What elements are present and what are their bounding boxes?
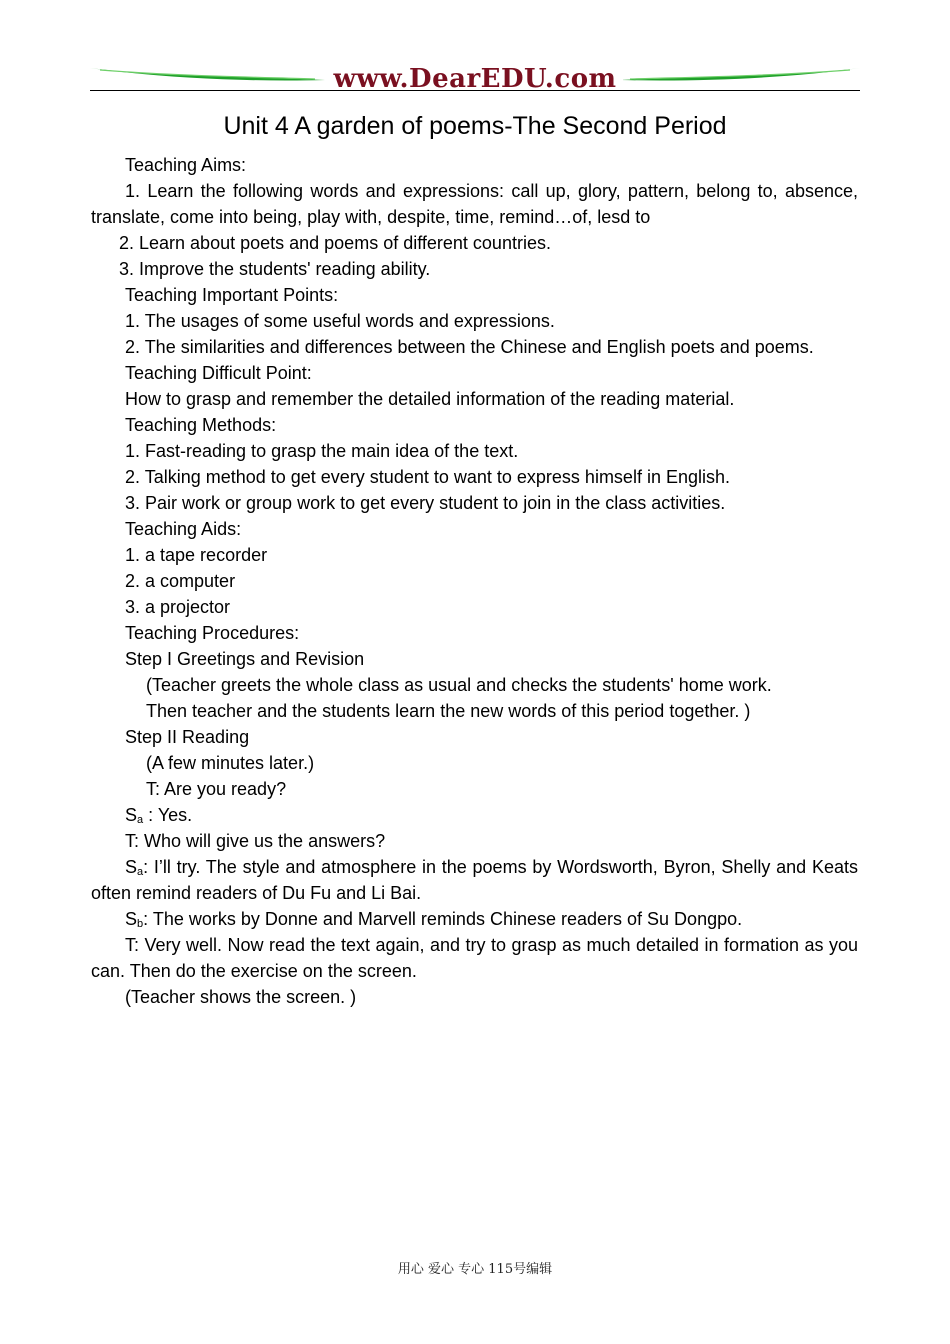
site-logo-text: www.DearEDU.com bbox=[327, 64, 622, 94]
dialogue-sa-yes bbox=[91, 802, 858, 828]
dialogue-text: : Yes. bbox=[143, 805, 193, 825]
important-item-1: 1. The usages of some useful words and expressions. bbox=[125, 311, 555, 331]
difficult-item-1: How to grasp and remember the detailed information of the reading material. bbox=[125, 389, 735, 409]
methods-item-3: 3. Pair work or group work to get every student to join in the class activities. bbox=[125, 493, 726, 513]
speaker-subscript: a bbox=[137, 866, 144, 878]
important-heading: Teaching Important Points: bbox=[125, 285, 339, 305]
speaker-label: S bbox=[125, 805, 138, 825]
aids-item-2: 2. a computer bbox=[125, 571, 236, 591]
speaker-subscript: b bbox=[137, 918, 144, 930]
dialogue-t-well: T: Very well. Now read the text again, and try to grasp as much detailed in formation as you can. Then do the exercise on the screen. bbox=[91, 935, 858, 981]
dialogue-sb-answer bbox=[91, 906, 858, 932]
step-2-heading: Step II Reading bbox=[125, 727, 250, 747]
dialogue-sa-answer bbox=[91, 854, 858, 906]
methods-item-1: 1. Fast-reading to grasp the main idea of the text. bbox=[125, 441, 519, 461]
step-2-line-2: T: Are you ready? bbox=[146, 779, 287, 799]
page-title: Unit 4 A garden of poems-The Second Period bbox=[223, 112, 727, 140]
lesson-plan-body bbox=[91, 152, 858, 1010]
dialogue-t-who: T: Who will give us the answers? bbox=[125, 831, 386, 851]
step-2-line-1: (A few minutes later.) bbox=[146, 753, 315, 773]
aims-item-1: 1. Learn the following words and expressions: call up, glory, pattern, belong to, absence, translate, come into being, play with, despite, time, remind…of, lesd to bbox=[91, 181, 858, 227]
dialogue-t-shows: (Teacher shows the screen. ) bbox=[125, 987, 357, 1007]
speaker-label: S bbox=[125, 909, 138, 929]
difficult-heading: Teaching Difficult Point: bbox=[125, 363, 312, 383]
aims-item-2: 2. Learn about poets and poems of different countries. bbox=[119, 233, 551, 253]
aims-item-3: 3. Improve the students' reading ability. bbox=[119, 259, 431, 279]
step-1-heading: Step I Greetings and Revision bbox=[125, 649, 365, 669]
speaker-subscript: a bbox=[137, 814, 144, 826]
important-item-2: 2. The similarities and differences between the Chinese and English poets and poems. bbox=[125, 337, 814, 357]
methods-item-2: 2. Talking method to get every student to want to express himself in English. bbox=[125, 467, 730, 487]
header-rule bbox=[90, 90, 860, 91]
aids-item-1: 1. a tape recorder bbox=[125, 545, 268, 565]
step-1-line-2: Then teacher and the students learn the new words of this period together. ) bbox=[146, 701, 751, 721]
dialogue-text: : I’ll try. The style and atmosphere in the poems by Wordsworth, Byron, Shelly and Keats often remind readers of Du Fu and Li Bai. bbox=[91, 857, 858, 903]
aims-heading: Teaching Aims: bbox=[125, 155, 247, 175]
dialogue-text: : The works by Donne and Marvell reminds Chinese readers of Su Dongpo. bbox=[143, 909, 743, 929]
aids-heading: Teaching Aids: bbox=[125, 519, 242, 539]
speaker-label: S bbox=[125, 857, 138, 877]
page-footer: 用心 爱心 专心 115号编辑 bbox=[397, 1262, 553, 1277]
step-1-line-1: (Teacher greets the whole class as usual and checks the students' home work. bbox=[146, 675, 772, 695]
procedures-heading: Teaching Procedures: bbox=[125, 623, 300, 643]
aids-item-3: 3. a projector bbox=[125, 597, 231, 617]
methods-heading: Teaching Methods: bbox=[125, 415, 277, 435]
